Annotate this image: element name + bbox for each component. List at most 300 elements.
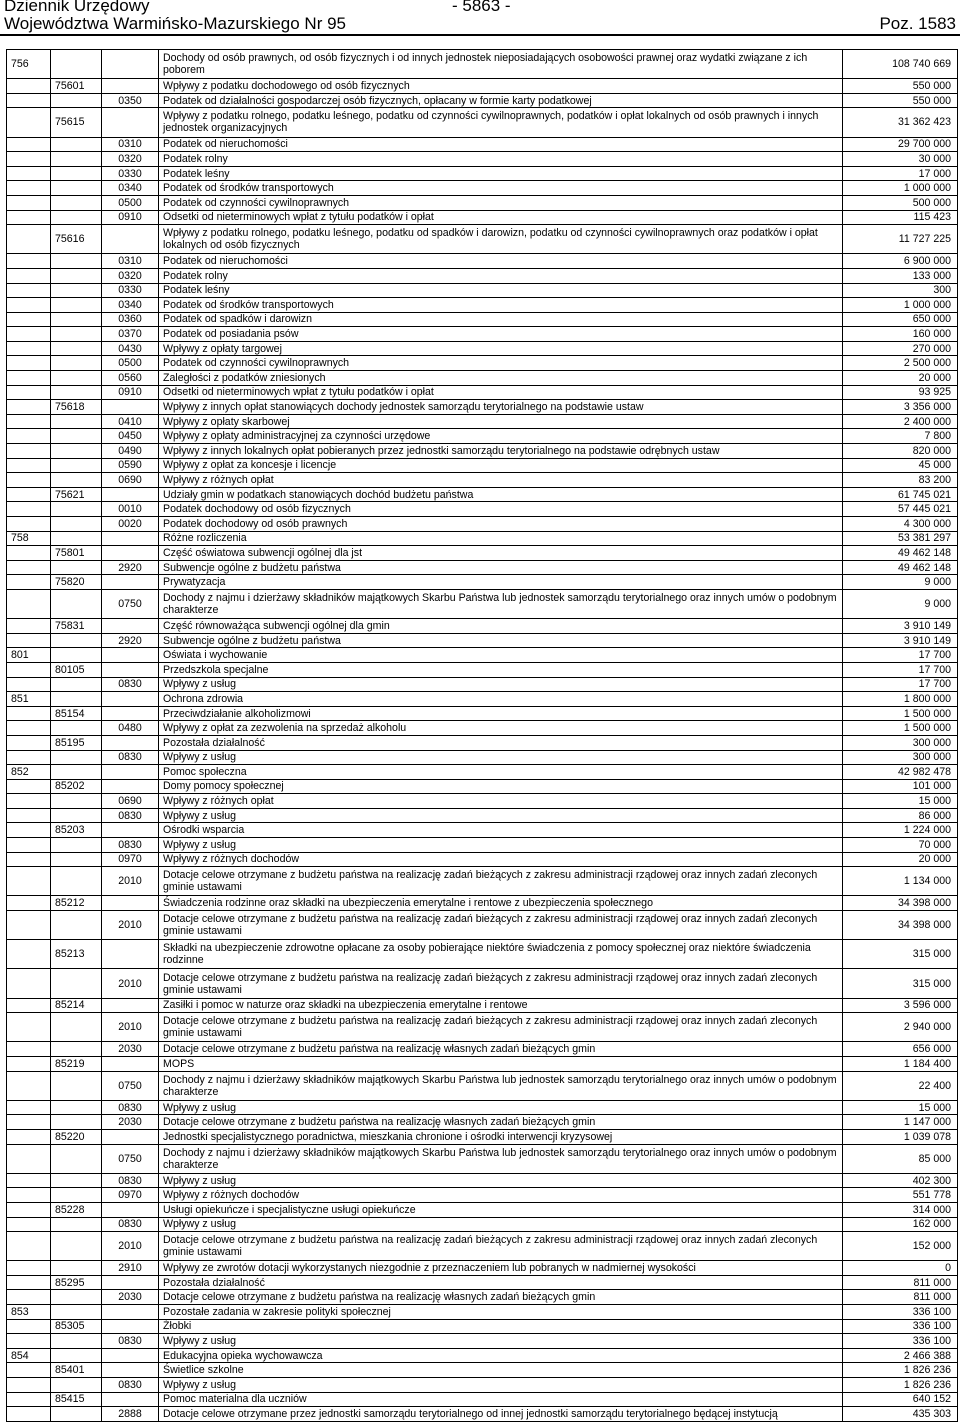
chapter-cell: 85401 [51,1363,102,1378]
chapter-cell [51,1348,102,1363]
amount-cell: 53 381 297 [843,531,958,546]
paragraph-cell: 0350 [102,93,159,108]
section-cell [7,867,51,896]
amount-cell: 15 000 [843,1100,958,1115]
description-cell: Pomoc społeczna [159,765,843,780]
table-row [7,225,958,254]
chapter-cell: 75615 [51,108,102,137]
amount-cell: 300 [843,283,958,298]
description-cell: Podatek dochodowy od osób fizycznych [159,502,843,517]
table-row [7,1173,958,1188]
table-row [7,1290,958,1305]
table-row [7,1378,958,1393]
chapter-cell [51,93,102,108]
chapter-cell [51,166,102,181]
section-cell [7,152,51,167]
section-cell [7,1115,51,1130]
table-row [7,400,958,415]
section-cell [7,1378,51,1393]
table-row [7,1305,958,1320]
amount-cell: 17 000 [843,166,958,181]
table-row [7,444,958,459]
chapter-cell: 75618 [51,400,102,415]
paragraph-cell: 0590 [102,458,159,473]
amount-cell: 1 147 000 [843,1115,958,1130]
amount-cell: 270 000 [843,341,958,356]
section-cell [7,1217,51,1232]
description-cell: Wpływy z opłat za koncesje i licencje [159,458,843,473]
table-row [7,1188,958,1203]
chapter-cell [51,50,102,79]
paragraph-cell: 0480 [102,721,159,736]
section-cell [7,1319,51,1334]
description-cell: Przedszkola specjalne [159,662,843,677]
description-cell: Ośrodki wsparcia [159,823,843,838]
chapter-cell: 85219 [51,1056,102,1071]
paragraph-cell: 0830 [102,838,159,853]
table-row [7,268,958,283]
table-row [7,823,958,838]
section-cell [7,1363,51,1378]
amount-cell: 402 300 [843,1173,958,1188]
paragraph-cell: 2030 [102,1115,159,1130]
section-cell [7,283,51,298]
chapter-cell [51,1188,102,1203]
paragraph-cell [102,546,159,561]
amount-cell: 152 000 [843,1232,958,1261]
paragraph-cell [102,400,159,415]
chapter-cell [51,444,102,459]
paragraph-cell: 2010 [102,1232,159,1261]
section-cell [7,721,51,736]
chapter-cell [51,1378,102,1393]
amount-cell: 1 224 000 [843,823,958,838]
table-row [7,560,958,575]
table-row [7,1100,958,1115]
paragraph-cell: 0750 [102,1071,159,1100]
chapter-cell [51,808,102,823]
table-row [7,356,958,371]
chapter-cell [51,589,102,618]
table-row [7,706,958,721]
description-cell: Część oświatowa subwencji ogólnej dla jst [159,546,843,561]
table-row [7,298,958,313]
paragraph-cell: 2888 [102,1407,159,1422]
section-cell [7,1056,51,1071]
description-cell: Dotacje celowe otrzymane z budżetu państwa na realizację zadań bieżących z zakresu administracji rządowej oraz innych zadań zleconych gminie ustawami [159,1013,843,1042]
paragraph-cell: 2920 [102,633,159,648]
table-row [7,911,958,940]
paragraph-cell [102,50,159,79]
chapter-cell [51,794,102,809]
description-cell: Pozostałe zadania w zakresie polityki społecznej [159,1305,843,1320]
chapter-cell [51,721,102,736]
chapter-cell [51,502,102,517]
chapter-cell [51,1290,102,1305]
chapter-cell [51,1217,102,1232]
amount-cell: 31 362 423 [843,108,958,137]
chapter-cell: 85295 [51,1275,102,1290]
chapter-cell [51,268,102,283]
paragraph-cell: 0450 [102,429,159,444]
paragraph-cell: 2920 [102,560,159,575]
table-row [7,283,958,298]
description-cell: Wpływy z różnych opłat [159,794,843,809]
paragraph-cell: 2030 [102,1290,159,1305]
description-cell: Podatek od czynności cywilnoprawnych [159,195,843,210]
table-row [7,546,958,561]
table-row [7,1042,958,1057]
chapter-cell [51,385,102,400]
description-cell: Odsetki od nieterminowych wpłat z tytułu podatków i opłat [159,210,843,225]
description-cell: Dotacje celowe otrzymane z budżetu państwa na realizację zadań bieżących z zakresu administracji rządowej oraz innych zadań zleconych gminie ustawami [159,969,843,998]
amount-cell: 551 778 [843,1188,958,1203]
paragraph-cell: 0330 [102,166,159,181]
description-cell: Wpływy z usług [159,1173,843,1188]
paragraph-cell: 0430 [102,341,159,356]
table-row [7,1363,958,1378]
amount-cell: 1 184 400 [843,1056,958,1071]
chapter-cell: 85154 [51,706,102,721]
description-cell: Domy pomocy społecznej [159,779,843,794]
paragraph-cell: 0370 [102,327,159,342]
table-row [7,79,958,94]
chapter-cell [51,692,102,707]
chapter-cell [51,327,102,342]
amount-cell: 1 134 000 [843,867,958,896]
voivodeship-issue: Województwa Warmińsko-Mazurskiego Nr 95 [4,14,346,33]
description-cell: Różne rozliczenia [159,531,843,546]
section-cell: 852 [7,765,51,780]
table-row [7,385,958,400]
chapter-cell [51,1115,102,1130]
amount-cell: 34 398 000 [843,896,958,911]
section-cell [7,502,51,517]
amount-cell: 133 000 [843,268,958,283]
description-cell: Podatek leśny [159,283,843,298]
paragraph-cell: 2030 [102,1042,159,1057]
chapter-cell [51,1305,102,1320]
chapter-cell: 75820 [51,575,102,590]
amount-cell: 42 982 478 [843,765,958,780]
description-cell: Podatek od czynności cywilnoprawnych [159,356,843,371]
paragraph-cell [102,1275,159,1290]
description-cell: Podatek od posiadania psów [159,327,843,342]
paragraph-cell [102,779,159,794]
section-cell [7,794,51,809]
table-row [7,181,958,196]
table-row [7,487,958,502]
amount-cell: 70 000 [843,838,958,853]
paragraph-cell [102,735,159,750]
chapter-cell [51,1100,102,1115]
chapter-cell [51,195,102,210]
description-cell: Wpływy z usług [159,838,843,853]
table-row [7,619,958,634]
paragraph-cell: 0690 [102,794,159,809]
paragraph-cell: 0750 [102,589,159,618]
chapter-cell [51,298,102,313]
paragraph-cell [102,1319,159,1334]
table-row [7,852,958,867]
table-row [7,210,958,225]
table-row [7,662,958,677]
amount-cell: 4 300 000 [843,517,958,532]
chapter-cell [51,1232,102,1261]
amount-cell: 314 000 [843,1202,958,1217]
section-cell [7,225,51,254]
chapter-cell: 85195 [51,735,102,750]
table-row [7,692,958,707]
description-cell: Pomoc materialna dla uczniów [159,1392,843,1407]
chapter-cell [51,1042,102,1057]
table-row [7,1392,958,1407]
amount-cell: 101 000 [843,779,958,794]
chapter-cell: 85214 [51,998,102,1013]
amount-cell: 820 000 [843,444,958,459]
section-cell [7,750,51,765]
section-cell: 756 [7,50,51,79]
chapter-cell [51,838,102,853]
chapter-cell [51,1071,102,1100]
page-number: - 5863 - [452,0,511,15]
chapter-cell [51,473,102,488]
amount-cell: 1 500 000 [843,721,958,736]
chapter-cell [51,210,102,225]
paragraph-cell: 0500 [102,356,159,371]
chapter-cell [51,648,102,663]
table-row [7,93,958,108]
description-cell: Dotacje celowe otrzymane z budżetu państwa na realizację zadań bieżących z zakresu administracji rządowej oraz innych zadań zleconych gminie ustawami [159,911,843,940]
table-row [7,794,958,809]
description-cell: Wpływy ze zwrotów dotacji wykorzystanych niezgodnie z przeznaczeniem lub pobranych w nadmiernej wysokości [159,1261,843,1276]
table-row [7,1115,958,1130]
amount-cell: 20 000 [843,852,958,867]
table-row [7,808,958,823]
section-cell [7,79,51,94]
paragraph-cell: 2010 [102,1013,159,1042]
description-cell: Wpływy z opłat za zezwolenia na sprzedaż alkoholu [159,721,843,736]
paragraph-cell: 0970 [102,852,159,867]
amount-cell: 336 100 [843,1319,958,1334]
chapter-cell: 75831 [51,619,102,634]
chapter-cell [51,371,102,386]
amount-cell: 30 000 [843,152,958,167]
description-cell: Pozostała działalność [159,735,843,750]
section-cell [7,414,51,429]
amount-cell: 9 000 [843,589,958,618]
chapter-cell: 75801 [51,546,102,561]
paragraph-cell [102,1202,159,1217]
table-row [7,1261,958,1276]
description-cell: Pozostała działalność [159,1275,843,1290]
amount-cell: 3 910 149 [843,633,958,648]
description-cell: Wpływy z usług [159,1334,843,1349]
chapter-cell: 85415 [51,1392,102,1407]
description-cell: Wpływy z różnych dochodów [159,1188,843,1203]
amount-cell: 640 152 [843,1392,958,1407]
amount-cell: 1 039 078 [843,1129,958,1144]
table-row [7,108,958,137]
description-cell: Podatek rolny [159,152,843,167]
description-cell: Usługi opiekuńcze i specjalistyczne usługi opiekuńcze [159,1202,843,1217]
section-cell [7,298,51,313]
table-row [7,1334,958,1349]
table-row [7,327,958,342]
paragraph-cell [102,575,159,590]
amount-cell: 17 700 [843,677,958,692]
section-cell [7,166,51,181]
section-cell [7,852,51,867]
section-cell [7,1407,51,1422]
amount-cell: 315 000 [843,969,958,998]
section-cell [7,1261,51,1276]
paragraph-cell: 0830 [102,750,159,765]
table-row [7,371,958,386]
position-number: Poz. 1583 [879,14,956,33]
chapter-cell [51,633,102,648]
paragraph-cell: 0830 [102,1100,159,1115]
paragraph-cell [102,765,159,780]
table-row [7,1319,958,1334]
amount-cell: 1 000 000 [843,181,958,196]
chapter-cell [51,969,102,998]
paragraph-cell [102,896,159,911]
section-cell [7,838,51,853]
description-cell: Świetlice szkolne [159,1363,843,1378]
description-cell: Dotacje celowe otrzymane z budżetu państwa na realizację własnych zadań bieżących gmin [159,1042,843,1057]
paragraph-cell: 0020 [102,517,159,532]
description-cell: Składki na ubezpieczenie zdrowotne opłacane za osoby pobierające niektóre świadczenia z pomocy społecznej oraz niektóre świadczenia rodzinne [159,940,843,969]
description-cell: Wpływy z podatku dochodowego od osób fizycznych [159,79,843,94]
amount-cell: 1 800 000 [843,692,958,707]
chapter-cell [51,852,102,867]
page-header [0,0,960,36]
amount-cell: 811 000 [843,1290,958,1305]
chapter-cell [51,1173,102,1188]
chapter-cell [51,181,102,196]
amount-cell: 300 000 [843,750,958,765]
description-cell: Dochody od osób prawnych, od osób fizycznych i od innych jednostek nieposiadających osobowości prawnej oraz wydatki związane z ich poborem [159,50,843,79]
section-cell [7,575,51,590]
table-row [7,1217,958,1232]
chapter-cell [51,356,102,371]
table-row [7,896,958,911]
table-row [7,1275,958,1290]
paragraph-cell [102,1363,159,1378]
chapter-cell [51,1013,102,1042]
description-cell: Przeciwdziałanie alkoholizmowi [159,706,843,721]
section-cell [7,210,51,225]
table-row [7,677,958,692]
paragraph-cell: 0830 [102,808,159,823]
description-cell: Zaległości z podatków zniesionych [159,371,843,386]
table-row [7,195,958,210]
amount-cell: 162 000 [843,1217,958,1232]
table-row [7,531,958,546]
amount-cell: 61 745 021 [843,487,958,502]
amount-cell: 17 700 [843,662,958,677]
table-row [7,1129,958,1144]
section-cell [7,1202,51,1217]
section-cell [7,589,51,618]
table-row [7,575,958,590]
amount-cell: 49 462 148 [843,546,958,561]
amount-cell: 336 100 [843,1305,958,1320]
paragraph-cell: 0830 [102,1334,159,1349]
amount-cell: 550 000 [843,79,958,94]
paragraph-cell [102,1348,159,1363]
amount-cell: 336 100 [843,1334,958,1349]
paragraph-cell [102,662,159,677]
journal-title: Dziennik Urzędowy [4,0,150,15]
paragraph-cell: 0410 [102,414,159,429]
description-cell: Dochody z najmu i dzierżawy składników majątkowych Skarbu Państwa lub jednostek samorządu terytorialnego oraz innych umów o podobnym charakterze [159,589,843,618]
table-row [7,341,958,356]
chapter-cell [51,750,102,765]
section-cell [7,181,51,196]
chapter-cell [51,1334,102,1349]
section-cell [7,1129,51,1144]
amount-cell: 17 700 [843,648,958,663]
paragraph-cell: 0830 [102,1378,159,1393]
description-cell: Jednostki specjalistycznego poradnictwa, mieszkania chronione i ośrodki interwencji kryzysowej [159,1129,843,1144]
chapter-cell [51,429,102,444]
chapter-cell [51,341,102,356]
chapter-cell [51,1407,102,1422]
section-cell [7,940,51,969]
section-cell [7,1334,51,1349]
description-cell: Wpływy z usług [159,677,843,692]
description-cell: Prywatyzacja [159,575,843,590]
table-row [7,152,958,167]
paragraph-cell: 2010 [102,867,159,896]
table-row [7,458,958,473]
chapter-cell: 75621 [51,487,102,502]
section-cell [7,517,51,532]
paragraph-cell: 0320 [102,268,159,283]
table-row [7,50,958,79]
table-row [7,429,958,444]
section-cell [7,429,51,444]
chapter-cell [51,517,102,532]
chapter-cell [51,911,102,940]
amount-cell: 7 800 [843,429,958,444]
description-cell: Udziały gmin w podatkach stanowiących dochód budżetu państwa [159,487,843,502]
paragraph-cell [102,706,159,721]
chapter-cell [51,137,102,152]
section-cell [7,1173,51,1188]
description-cell: Subwencje ogólne z budżetu państwa [159,560,843,575]
amount-cell: 93 925 [843,385,958,400]
amount-cell: 2 940 000 [843,1013,958,1042]
amount-cell: 0 [843,1261,958,1276]
amount-cell: 2 466 388 [843,1348,958,1363]
table-row [7,838,958,853]
section-cell [7,458,51,473]
description-cell: Dotacje celowe otrzymane z budżetu państwa na realizację zadań bieżących z zakresu administracji rządowej oraz innych zadań zleconych gminie ustawami [159,1232,843,1261]
paragraph-cell: 0690 [102,473,159,488]
chapter-cell: 85305 [51,1319,102,1334]
table-row [7,633,958,648]
paragraph-cell: 0340 [102,298,159,313]
paragraph-cell: 0970 [102,1188,159,1203]
amount-cell: 15 000 [843,794,958,809]
section-cell [7,998,51,1013]
chapter-cell [51,1261,102,1276]
description-cell: Zasiłki i pomoc w naturze oraz składki na ubezpieczenia emerytalne i rentowe [159,998,843,1013]
section-cell [7,195,51,210]
